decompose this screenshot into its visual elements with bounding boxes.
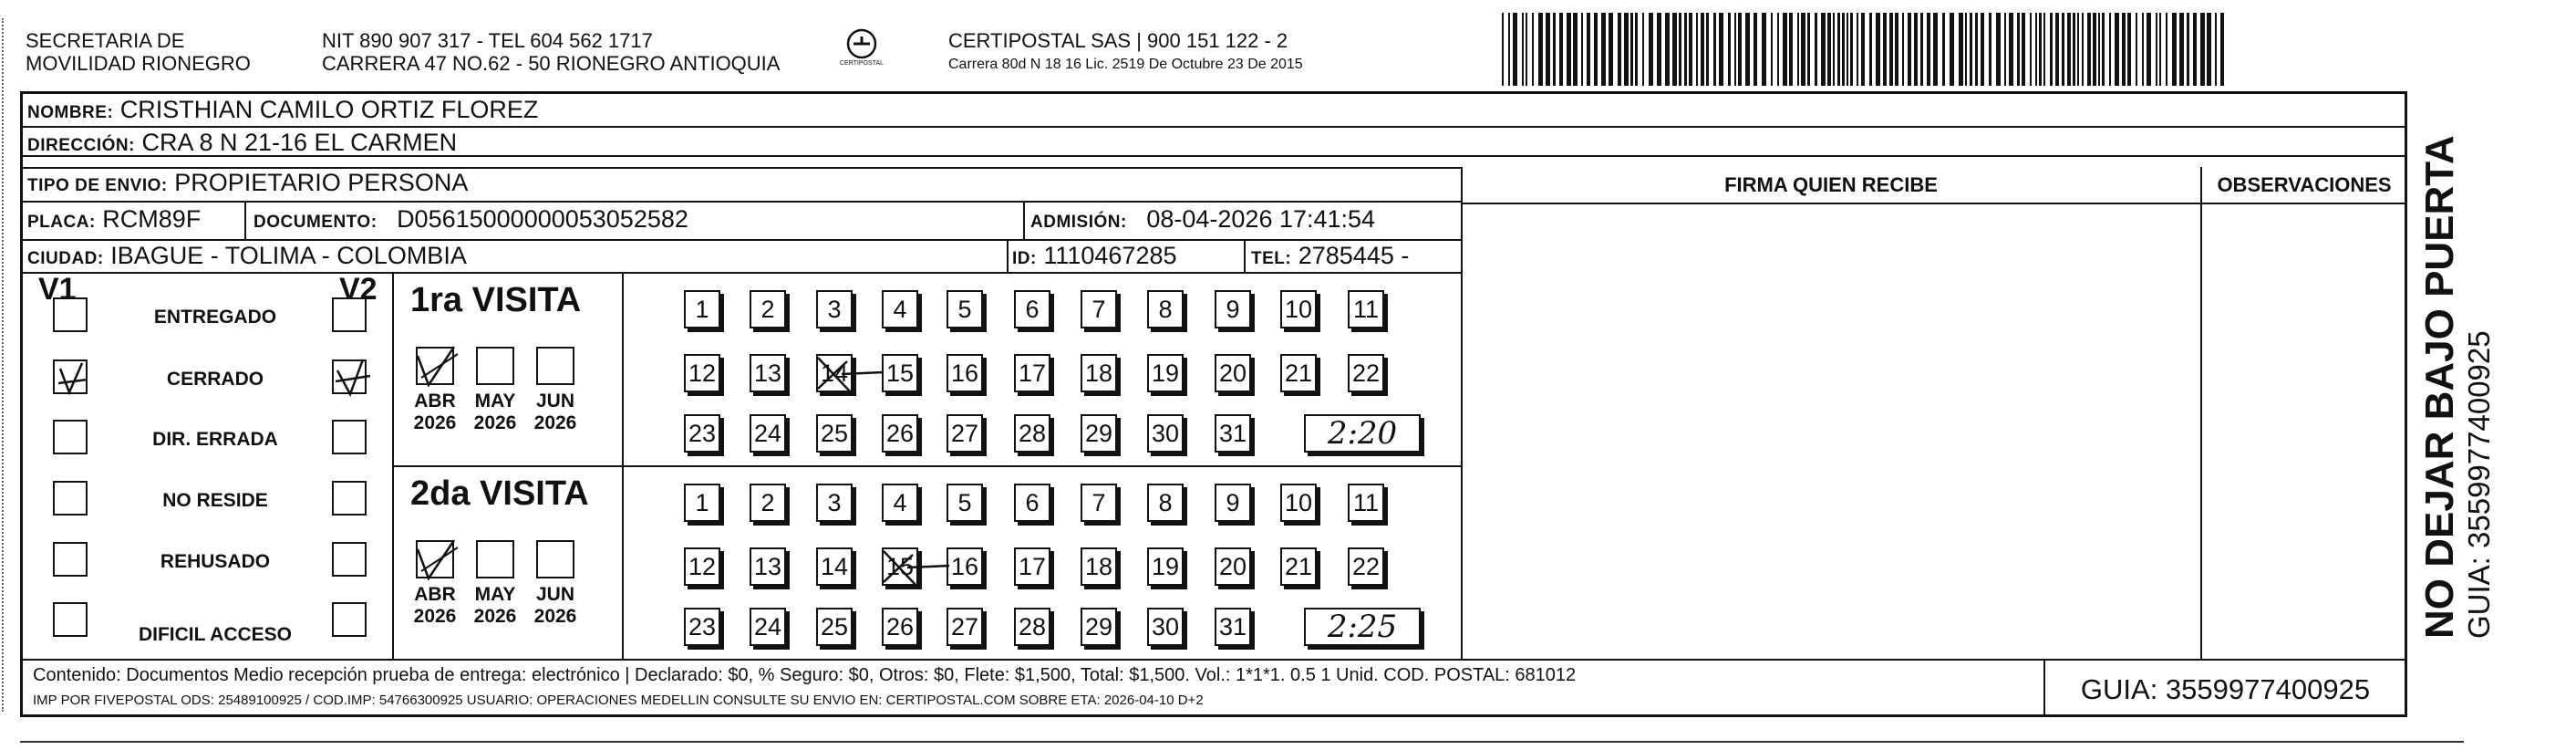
barcode-bar xyxy=(1532,13,1534,86)
day-box-3[interactable]: 3 xyxy=(816,290,853,328)
barcode-bar xyxy=(1684,13,1687,86)
issuer-name xyxy=(26,29,251,75)
barcode-bar xyxy=(1754,13,1757,86)
firma-header: FIRMA QUIEN RECIBE xyxy=(1724,173,1938,196)
barcode-bar xyxy=(1553,13,1556,86)
barcode-bar xyxy=(1789,13,1793,86)
day-box-29[interactable]: 29 xyxy=(1081,414,1117,453)
check-mark-icon xyxy=(412,535,467,586)
barcode-bar xyxy=(2077,13,2079,86)
day-box-19[interactable]: 19 xyxy=(1147,547,1184,586)
day-box-6[interactable]: 6 xyxy=(1014,484,1050,522)
v1-header: V1 xyxy=(38,272,77,307)
visit-time-value: 2:20 xyxy=(1327,415,1398,452)
barcode-icon xyxy=(1500,13,2229,86)
month-name: ABR xyxy=(414,391,456,411)
barcode-bar xyxy=(1642,13,1644,86)
tel-cell xyxy=(1251,241,1409,274)
courier-company xyxy=(948,29,1288,52)
visit-title: 2da VISITA xyxy=(410,474,589,513)
courier-license: Carrera 80d N 18 16 Lic. 2519 De Octubre 23 De 2015 xyxy=(948,57,1303,72)
status-label: CERRADO xyxy=(166,369,264,390)
barcode-bar xyxy=(1538,13,1543,86)
day-box-6[interactable]: 6 xyxy=(1014,290,1050,328)
v1-checkbox[interactable] xyxy=(53,481,88,516)
month-checkbox-may[interactable] xyxy=(476,347,514,385)
month-year: 2026 xyxy=(533,606,577,627)
day-box-28[interactable]: 28 xyxy=(1014,608,1050,646)
day-box-28[interactable]: 28 xyxy=(1014,414,1050,453)
barcode-bar xyxy=(1876,13,1880,86)
barcode-bar xyxy=(2035,13,2037,86)
v2-header: V2 xyxy=(339,272,378,307)
day-box-29[interactable]: 29 xyxy=(1081,608,1117,646)
barcode-bar xyxy=(1657,13,1661,86)
direccion-label: DIRECCIÓN: xyxy=(27,136,135,155)
day-box-21[interactable]: 21 xyxy=(1280,547,1317,586)
barcode-bar xyxy=(1546,13,1550,86)
day-box-10[interactable]: 10 xyxy=(1280,484,1317,522)
day-box-16[interactable]: 16 xyxy=(947,547,983,586)
placa-label: PLACA: xyxy=(27,213,96,232)
barcode-bar xyxy=(2102,13,2105,86)
barcode-bar xyxy=(1513,13,1517,86)
day-box-12[interactable]: 12 xyxy=(684,547,720,586)
barcode-bar xyxy=(1618,13,1621,86)
barcode-bar xyxy=(1734,13,1736,86)
admision-label: ADMISIÓN: xyxy=(1030,213,1127,232)
day-box-8[interactable]: 8 xyxy=(1147,290,1184,328)
month-label xyxy=(528,391,583,434)
barcode-bar xyxy=(1624,13,1629,86)
id-label: ID: xyxy=(1012,249,1037,268)
issuer-contact xyxy=(322,29,780,75)
barcode-bar xyxy=(1679,13,1681,86)
barcode-bar xyxy=(1728,13,1731,86)
barcode-bar xyxy=(1975,13,1978,86)
month-year: 2026 xyxy=(473,412,517,433)
month-name: JUN xyxy=(535,584,574,605)
id-cell xyxy=(1012,241,1177,274)
bottom-rule xyxy=(20,741,2464,743)
day-box-13[interactable]: 13 xyxy=(750,547,786,586)
barcode-bar xyxy=(2087,13,2091,86)
tel-label: TEL: xyxy=(1251,249,1292,268)
barcode-bar xyxy=(1827,13,1831,86)
day-box-20[interactable]: 20 xyxy=(1215,547,1251,586)
barcode-bar xyxy=(1567,13,1571,86)
strike-icon xyxy=(880,546,953,591)
documento-label: DOCUMENTO: xyxy=(253,213,378,232)
footer-contents: Contenido: Documentos Medio recepción prueba de entrega: electrónico | Declarado: $0, % Seguro: $0, Otros: $0, Flete: $1,500, Total: $1,500. Vol.: 1*1*1. 0.5 1 Unid. COD. POSTAL: 681012 xyxy=(33,665,1577,685)
day-box-2[interactable]: 2 xyxy=(750,290,786,328)
barcode-bar xyxy=(1630,13,1633,86)
barcode-bar xyxy=(2220,13,2224,86)
footer-guia: GUIA: 3559977400925 xyxy=(2080,673,2371,705)
month-checkbox-jun[interactable] xyxy=(536,540,574,578)
day-box-1[interactable]: 1 xyxy=(684,290,720,328)
month-checkbox-jun[interactable] xyxy=(536,347,574,385)
barcode-bar xyxy=(2043,13,2045,86)
barcode-bar xyxy=(1696,13,1698,86)
day-box-18[interactable]: 18 xyxy=(1081,354,1117,392)
tel-value: 2785445 - xyxy=(1298,242,1410,269)
barcode-bar xyxy=(2030,13,2032,86)
barcode-bar xyxy=(1635,13,1638,86)
barcode-bar xyxy=(1762,13,1766,86)
visit-title: 1ra VISITA xyxy=(410,281,582,319)
barcode-bar xyxy=(1861,13,1865,86)
barcode-bar xyxy=(1869,13,1872,86)
day-box-31[interactable]: 31 xyxy=(1215,608,1251,646)
barcode-bar xyxy=(1970,13,1972,86)
barcode-bar xyxy=(1965,13,1967,86)
tipo-envio-row xyxy=(27,168,468,201)
nombre-row xyxy=(27,95,538,128)
barcode-bar xyxy=(1713,13,1716,86)
day-box-30[interactable]: 30 xyxy=(1147,608,1184,646)
day-box-27[interactable]: 27 xyxy=(947,414,983,453)
barcode-bar xyxy=(1601,13,1606,86)
month-checkbox-abr[interactable] xyxy=(416,540,454,578)
barcode-bar xyxy=(2215,13,2217,86)
barcode-bar xyxy=(2187,13,2189,86)
barcode-bar xyxy=(1833,13,1835,86)
v2-checkbox[interactable] xyxy=(332,542,367,577)
month-year: 2026 xyxy=(533,412,577,433)
ciudad-label: CIUDAD: xyxy=(27,249,104,268)
documento-value: D05615000000053052582 xyxy=(397,205,688,233)
barcode-bar xyxy=(1959,13,1963,86)
tipo-envio-label: TIPO DE ENVIO: xyxy=(27,176,168,195)
barcode-bar xyxy=(1942,13,1945,86)
barcode-bar xyxy=(2055,13,2059,86)
barcode-bar xyxy=(2136,13,2137,86)
barcode-bar xyxy=(2009,13,2013,86)
barcode-bar xyxy=(1883,13,1887,86)
day-box-21[interactable]: 21 xyxy=(1280,354,1317,392)
v1-checkbox[interactable] xyxy=(53,297,88,332)
day-box-15[interactable]: 15 xyxy=(882,547,918,586)
barcode-bar xyxy=(2207,13,2211,86)
status-label: REHUSADO xyxy=(160,551,271,572)
day-box-26[interactable]: 26 xyxy=(882,414,918,453)
barcode-bar xyxy=(1559,13,1563,86)
issuer-line-1: SECRETARIA DE xyxy=(26,29,185,52)
month-checkbox-abr[interactable] xyxy=(416,347,454,385)
month-label xyxy=(408,391,462,434)
day-box-5[interactable]: 5 xyxy=(947,290,983,328)
day-box-26[interactable]: 26 xyxy=(882,608,918,646)
placa-value: RCM89F xyxy=(102,205,202,233)
barcode-bar xyxy=(2193,13,2197,86)
nombre-label: NOMBRE: xyxy=(27,103,114,122)
barcode-bar xyxy=(1522,13,1524,86)
barcode-bar xyxy=(1847,13,1848,86)
barcode-bar xyxy=(1920,13,1923,86)
barcode-bar xyxy=(2122,13,2126,86)
barcode-bar xyxy=(1771,13,1773,86)
day-box-30[interactable]: 30 xyxy=(1147,414,1184,453)
barcode-bar xyxy=(1665,13,1670,86)
barcode-bar xyxy=(1706,13,1709,86)
day-box-5[interactable]: 5 xyxy=(947,484,983,522)
strike-icon xyxy=(814,352,887,398)
barcode-bar xyxy=(1797,13,1799,86)
barcode-bar xyxy=(1807,13,1810,86)
barcode-bar xyxy=(2109,13,2111,86)
barcode-bar xyxy=(2004,13,2006,86)
barcode-bar xyxy=(2022,13,2025,86)
barcode-bar xyxy=(1933,13,1938,86)
status-label: DIFICIL ACCESO xyxy=(138,624,292,645)
day-box-15[interactable]: 15 xyxy=(882,354,918,392)
barcode-bar xyxy=(1581,13,1583,86)
barcode-bar xyxy=(2050,13,2053,86)
visit-time-value: 2:25 xyxy=(1327,609,1398,645)
barcode-bar xyxy=(1672,13,1677,86)
day-box-17[interactable]: 17 xyxy=(1014,354,1050,392)
tear-edge xyxy=(2,18,6,712)
observaciones-header: OBSERVACIONES xyxy=(2217,173,2392,196)
footer-print-info: IMP POR FIVEPOSTAL ODS: 25489100925 / COD.IMP: 54766300925 USUARIO: OPERACIONES MEDELLIN CONSULTE SU ENVIO EN: CERTIPOSTAL.COM SOBRE ETA: 2026-04-10 D+2 xyxy=(33,693,1204,708)
barcode-bar xyxy=(1950,13,1954,86)
ciudad-cell xyxy=(27,241,467,274)
barcode-bar xyxy=(2159,13,2161,86)
issuer-nit: NIT 890 907 317 - TEL 604 562 1717 xyxy=(322,29,653,52)
barcode-bar xyxy=(1996,13,2001,86)
day-box-7[interactable]: 7 xyxy=(1081,484,1117,522)
barcode-bar xyxy=(1895,13,1898,86)
v2-checkbox[interactable] xyxy=(332,602,367,637)
day-box-7[interactable]: 7 xyxy=(1081,290,1117,328)
day-box-25[interactable]: 25 xyxy=(816,608,853,646)
month-year: 2026 xyxy=(413,606,457,627)
certipostal-logo-icon xyxy=(834,27,889,75)
documento-cell xyxy=(253,204,688,237)
month-label xyxy=(528,584,583,628)
day-box-13[interactable]: 13 xyxy=(750,354,786,392)
barcode-bar xyxy=(1783,13,1787,86)
barcode-bar xyxy=(1701,13,1704,86)
barcode-bar xyxy=(2039,13,2042,86)
day-box-24[interactable]: 24 xyxy=(750,608,786,646)
v1-checkbox[interactable] xyxy=(53,359,88,394)
direccion-row xyxy=(27,128,457,161)
day-box-9[interactable]: 9 xyxy=(1215,290,1251,328)
month-year: 2026 xyxy=(413,412,457,433)
barcode-bar xyxy=(1738,13,1742,86)
barcode-bar xyxy=(2098,13,2100,86)
status-label: DIR. ERRADA xyxy=(152,429,278,450)
v2-checkbox[interactable] xyxy=(332,481,367,516)
barcode-bar xyxy=(1573,13,1578,86)
month-label xyxy=(408,584,462,628)
day-box-22[interactable]: 22 xyxy=(1348,547,1384,586)
barcode-bar xyxy=(2156,13,2157,86)
logo-wordmark: CERTIPOSTAL xyxy=(840,60,884,67)
day-box-4[interactable]: 4 xyxy=(882,290,918,328)
day-box-11[interactable]: 11 xyxy=(1348,484,1384,522)
check-mark-icon xyxy=(412,341,467,392)
barcode-bar xyxy=(1801,13,1805,86)
barcode-bar xyxy=(2142,13,2144,86)
month-checkbox-may[interactable] xyxy=(476,540,514,578)
day-box-9[interactable]: 9 xyxy=(1215,484,1251,522)
direccion-value: CRA 8 N 21-16 EL CARMEN xyxy=(141,129,458,156)
barcode-bar xyxy=(1902,13,1904,86)
barcode xyxy=(1500,13,2229,86)
barcode-bar xyxy=(1914,13,1918,86)
barcode-bar xyxy=(2179,13,2184,86)
day-box-3[interactable]: 3 xyxy=(816,484,853,522)
barcode-bar xyxy=(2093,13,2096,86)
day-box-14[interactable]: 14 xyxy=(816,354,853,392)
barcode-bar xyxy=(2200,13,2205,86)
courier-name: CERTIPOSTAL SAS | 900 151 122 - 2 xyxy=(948,29,1288,52)
barcode-bar xyxy=(1609,13,1613,86)
barcode-bar xyxy=(1989,13,1991,86)
issuer-line-2: MOVILIDAD RIONEGRO xyxy=(26,52,251,75)
barcode-bar xyxy=(1508,13,1510,86)
day-box-25[interactable]: 25 xyxy=(816,414,853,453)
day-box-27[interactable]: 27 xyxy=(947,608,983,646)
day-box-14[interactable]: 14 xyxy=(816,547,853,586)
barcode-bar xyxy=(1857,13,1858,86)
certipostal-logo xyxy=(834,27,889,75)
barcode-bar xyxy=(1821,13,1826,86)
status-label: NO RESIDE xyxy=(162,490,268,511)
day-box-10[interactable]: 10 xyxy=(1280,290,1317,328)
barcode-bar xyxy=(2073,13,2075,86)
barcode-bar xyxy=(1815,13,1817,86)
day-box-8[interactable]: 8 xyxy=(1147,484,1184,522)
day-box-24[interactable]: 24 xyxy=(750,414,786,453)
barcode-bar xyxy=(1719,13,1723,86)
day-box-2[interactable]: 2 xyxy=(750,484,786,522)
barcode-bar xyxy=(2062,13,2064,86)
day-box-22[interactable]: 22 xyxy=(1348,354,1384,392)
v1-checkbox[interactable] xyxy=(53,602,88,637)
nombre-value: CRISTHIAN CAMILO ORTIZ FLOREZ xyxy=(119,96,539,123)
visit-time xyxy=(1304,608,1421,646)
day-box-23[interactable]: 23 xyxy=(684,414,720,453)
side-guia: GUIA: 3559977400925 xyxy=(2462,330,2496,639)
barcode-bar xyxy=(1587,13,1590,86)
day-box-20[interactable]: 20 xyxy=(1215,354,1251,392)
month-name: MAY xyxy=(474,584,516,605)
month-label xyxy=(468,584,522,628)
barcode-bar xyxy=(1837,13,1840,86)
v2-checkbox[interactable] xyxy=(332,359,367,394)
day-box-18[interactable]: 18 xyxy=(1081,547,1117,586)
day-box-4[interactable]: 4 xyxy=(882,484,918,522)
side-warning: NO DEJAR BAJO PUERTA xyxy=(2417,135,2462,639)
barcode-bar xyxy=(2172,13,2177,86)
v2-checkbox[interactable] xyxy=(332,420,367,454)
visit-time xyxy=(1304,414,1421,453)
status-label: ENTREGADO xyxy=(153,307,277,328)
barcode-bar xyxy=(2067,13,2071,86)
barcode-bar xyxy=(1745,13,1750,86)
barcode-bar xyxy=(1889,13,1893,86)
day-box-1[interactable]: 1 xyxy=(684,484,720,522)
barcode-bar xyxy=(1981,13,1984,86)
admision-cell xyxy=(1030,204,1375,237)
month-year: 2026 xyxy=(473,606,517,627)
month-name: MAY xyxy=(474,391,516,411)
check-mark-icon xyxy=(330,356,372,400)
month-name: ABR xyxy=(414,584,456,605)
day-box-16[interactable]: 16 xyxy=(947,354,983,392)
barcode-bar xyxy=(1594,13,1598,86)
v1-checkbox[interactable] xyxy=(53,542,88,577)
month-name: JUN xyxy=(535,391,574,411)
barcode-bar xyxy=(2166,13,2167,86)
barcode-bar xyxy=(1649,13,1653,86)
barcode-bar xyxy=(2082,13,2084,86)
barcode-bar xyxy=(2115,13,2119,86)
tipo-envio-value: PROPIETARIO PERSONA xyxy=(174,169,469,196)
id-value: 1110467285 xyxy=(1043,242,1177,269)
barcode-bar xyxy=(1777,13,1779,86)
barcode-bar xyxy=(1850,13,1853,86)
barcode-bar xyxy=(2147,13,2151,86)
placa-cell xyxy=(27,204,201,237)
day-box-11[interactable]: 11 xyxy=(1348,290,1384,328)
admision-value: 08-04-2026 17:41:54 xyxy=(1146,205,1376,233)
day-box-31[interactable]: 31 xyxy=(1215,414,1251,453)
ciudad-value: IBAGUE - TOLIMA - COLOMBIA xyxy=(110,242,467,269)
day-box-23[interactable]: 23 xyxy=(684,608,720,646)
day-box-17[interactable]: 17 xyxy=(1014,547,1050,586)
barcode-bar xyxy=(1689,13,1692,86)
v1-checkbox[interactable] xyxy=(53,420,88,454)
barcode-bar xyxy=(1908,13,1911,86)
day-box-19[interactable]: 19 xyxy=(1147,354,1184,392)
v2-checkbox[interactable] xyxy=(332,297,367,332)
barcode-bar xyxy=(2127,13,2131,86)
barcode-bar xyxy=(2017,13,2020,86)
day-box-12[interactable]: 12 xyxy=(684,354,720,392)
month-label xyxy=(468,391,522,434)
barcode-bar xyxy=(1526,13,1527,86)
check-mark-icon xyxy=(51,356,93,400)
side-label xyxy=(2418,109,2497,639)
issuer-address: CARRERA 47 NO.62 - 50 RIONEGRO ANTIOQUIA xyxy=(322,52,781,75)
barcode-bar xyxy=(1927,13,1930,86)
barcode-bar xyxy=(1502,13,1504,86)
barcode-bar xyxy=(1842,13,1845,86)
